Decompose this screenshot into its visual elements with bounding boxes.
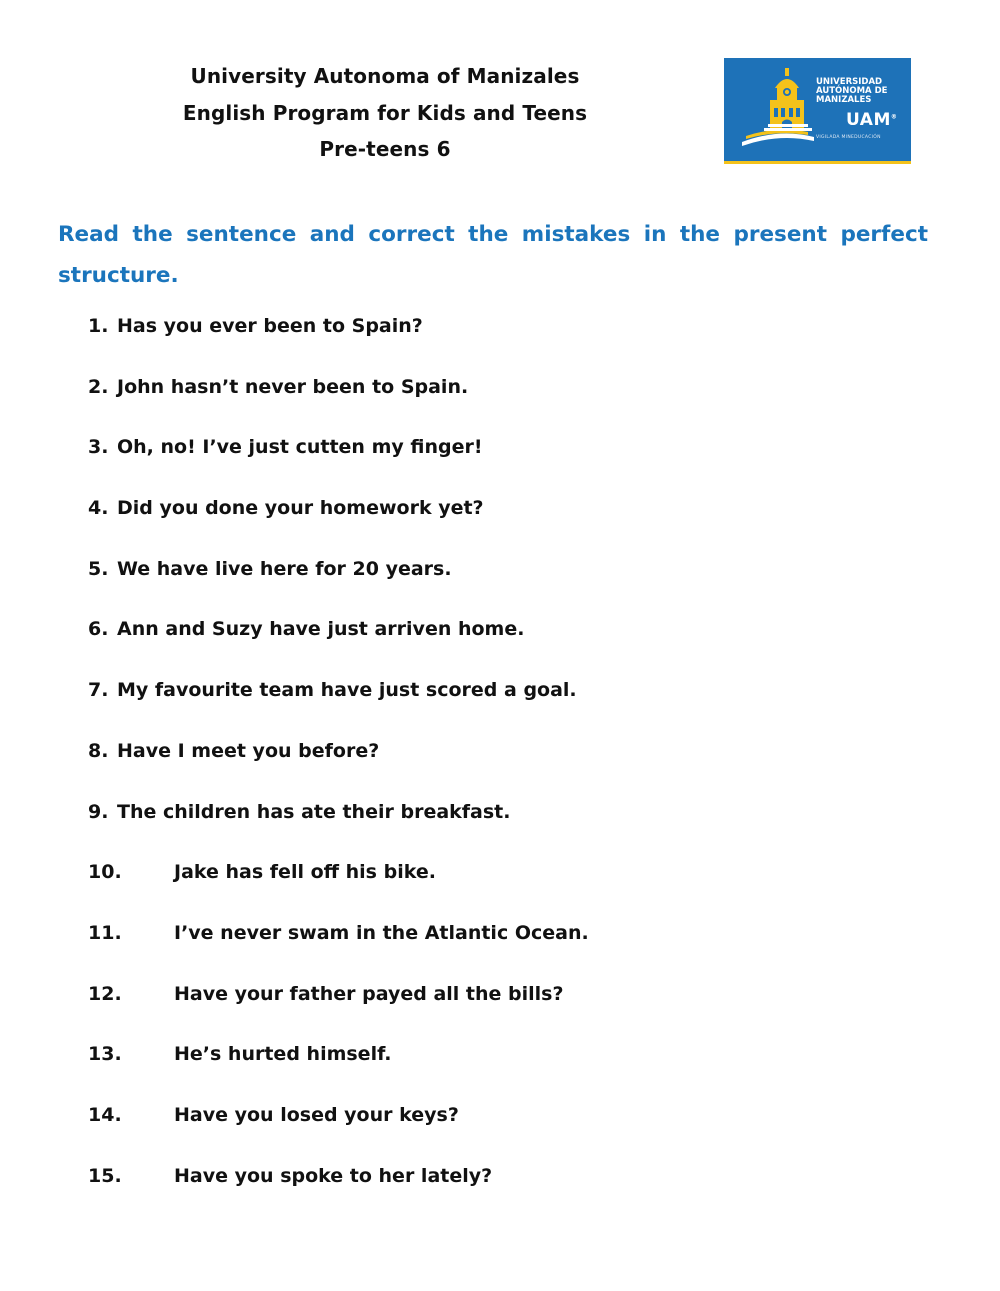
item-number: 4.: [88, 497, 109, 520]
exercise-item: [88, 852, 948, 913]
item-number: 12.: [88, 982, 122, 1005]
logo-name-line: MANIZALES: [816, 95, 872, 105]
item-number: 3.: [88, 436, 109, 459]
item-sentence: Jake has fell off his bike.: [174, 861, 436, 884]
header-level: Pre-teens 6: [319, 137, 451, 161]
item-sentence: Have I meet you before?: [117, 739, 380, 762]
item-number: 10.: [88, 861, 122, 884]
logo-name-line: UNIVERSIDAD: [816, 77, 883, 87]
logo-tagline: VIGILADA MINEDUCACIÓN: [816, 135, 881, 140]
logo-name: [816, 78, 906, 105]
item-number: 11.: [88, 921, 122, 944]
item-number: 5.: [88, 557, 109, 580]
exercise-item: [88, 974, 948, 1035]
document-header: [130, 58, 640, 168]
logo-registered-mark: ®: [890, 113, 898, 121]
university-logo: [724, 58, 911, 164]
exercise-item: [88, 609, 948, 670]
item-sentence: Have you losed your keys?: [174, 1103, 459, 1126]
item-number: 7.: [88, 679, 109, 702]
exercise-item: [88, 792, 948, 853]
item-sentence: We have live here for 20 years.: [117, 557, 452, 580]
item-sentence: Have you spoke to her lately?: [174, 1164, 493, 1187]
exercise-item: [88, 427, 948, 488]
item-number: 6.: [88, 618, 109, 641]
item-sentence: I’ve never swam in the Atlantic Ocean.: [174, 921, 589, 944]
exercise-list: [88, 306, 948, 1216]
exercise-item: [88, 549, 948, 610]
item-sentence: Oh, no! I’ve just cutten my finger!: [117, 436, 483, 459]
item-number: 13.: [88, 1043, 122, 1066]
item-sentence: My favourite team have just scored a goal.: [117, 679, 577, 702]
exercise-item: [88, 306, 948, 367]
item-number: 2.: [88, 375, 109, 398]
item-sentence: The children has ate their breakfast.: [117, 800, 511, 823]
item-sentence: John hasn’t never been to Spain.: [117, 375, 469, 398]
logo-acronym: [846, 110, 897, 130]
item-sentence: Did you done your homework yet?: [117, 497, 484, 520]
exercise-instruction: Read the sentence and correct the mistakes in the present perfect structure.: [58, 222, 928, 288]
exercise-item: [88, 1156, 948, 1217]
item-sentence: He’s hurted himself.: [174, 1043, 392, 1066]
item-number: 15.: [88, 1164, 122, 1187]
exercise-item: [88, 670, 948, 731]
logo-acronym-text: UAM: [846, 110, 891, 130]
item-sentence: Ann and Suzy have just arriven home.: [117, 618, 525, 641]
item-number: 1.: [88, 315, 109, 337]
item-sentence: Has you ever been to Spain?: [117, 315, 423, 337]
exercise-item: [88, 1095, 948, 1156]
header-program: English Program for Kids and Teens: [182, 100, 588, 125]
item-sentence: Have your father payed all the bills?: [174, 982, 564, 1005]
exercise-item: [88, 913, 948, 974]
logo-name-line: AUTÓNOMA DE: [816, 86, 888, 96]
item-number: 14.: [88, 1103, 122, 1126]
item-number: 9.: [88, 800, 109, 823]
item-number: 8.: [88, 739, 109, 762]
exercise-item: [88, 1034, 948, 1095]
header-university: University Autonoma of Manizales: [190, 64, 580, 88]
exercise-item: [88, 488, 948, 549]
exercise-item: [88, 367, 948, 428]
exercise-item: [88, 731, 948, 792]
